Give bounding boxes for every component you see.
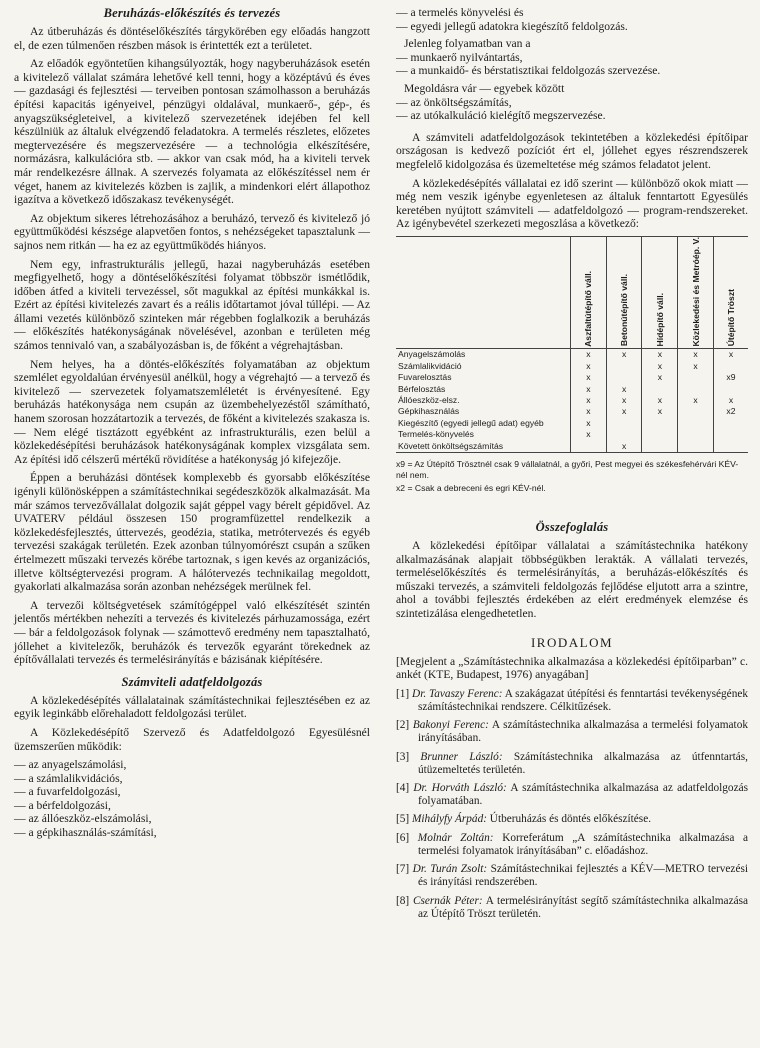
table-cell [713, 429, 748, 440]
table-cell [713, 418, 748, 429]
table-cell [606, 429, 642, 440]
reference-title: A termelésirányítást segítő számítástechnika alkalmazása az Útépítő Tröszt területén. [418, 894, 749, 920]
table-body [396, 349, 748, 453]
table-column-header-5: Útépítő Tröszt [713, 236, 748, 349]
table-cell [642, 429, 678, 440]
reference-number: [7] [396, 863, 413, 876]
processing-item-4: — a bérfeldolgozási, [14, 799, 370, 813]
table-row [396, 372, 748, 383]
table-cell: x [713, 349, 748, 361]
reference-number: [6] [396, 831, 418, 844]
table-cell: x9 [713, 372, 748, 383]
table-row-label: Termelés-könyvelés [398, 429, 474, 440]
table-row [396, 418, 748, 429]
section-heading-irodalom: IRODALOM [530, 634, 614, 650]
reference-author: Dr. Tavaszy Ferenc: [412, 687, 503, 700]
table-cell [642, 384, 678, 395]
table-cell [678, 429, 714, 440]
table-row [396, 384, 748, 395]
reference-author: Molnár Zoltán: [417, 831, 494, 844]
table-row-label: Állóeszköz-elsz. [398, 395, 460, 406]
table-cell: x [606, 395, 642, 406]
reference-number: [5] [396, 813, 412, 826]
section-heading-osszefoglalas: Összefoglalás [535, 520, 609, 535]
table-cell [713, 361, 748, 372]
table-cell: x [606, 441, 642, 453]
table-cell: x [606, 349, 642, 361]
reference-item [396, 719, 748, 745]
pending-line: Megoldásra vár — egyebek között [404, 81, 565, 95]
reference-number: [4] [396, 782, 414, 795]
table-cell: x [642, 361, 678, 372]
table-cell: x [642, 395, 678, 406]
reference-author: Brunner László: [420, 750, 503, 763]
table-cell [642, 418, 678, 429]
left-paragraph-7: A tervezői költségvetések számítógéppel való elkészítését szintén jelentős mértékben nehezíti a tervezés és kivitelezés párhuzamossága, ezért — bár a feldolgozások folynak — számottevő eredmény nem tapasztalható, jóllehet a kivitelezők, beruházók és tervezők egyaránt törekednek az építővállalati tervezés és termelésirányítás e bázisának kiépítésére. [14, 598, 370, 667]
summary-paragraph: A közlekedési építőipar vállalatai a számítástechnika hatékony alkalmazásának alapjait többségükben lerakták. A vállalati tervezés, termeléselőkészítés és termelésirányítás, a beruházás-előkészítés és műszaki tervezés, a számviteli feldolgozás fejlődése eljutott arra a szintre, ahol a további fejlesztés érdekében az elért eredmények elemzése és szintetizálása elengedhetetlen. [396, 539, 748, 621]
left-paragraphs-2 [14, 694, 370, 753]
table-row-label: Bérfelosztás [398, 383, 446, 394]
table-row [396, 441, 748, 453]
table-row-label: Anyagelszámolás [398, 349, 466, 360]
reference-author: Csernák Péter: [412, 894, 483, 907]
reference-author: Bakonyi Ferenc: [412, 719, 489, 732]
left-paragraphs-1 [14, 25, 370, 667]
right-paragraph-1: A számviteli adatfeldolgozások tekintetében a közlekedési építőipar országosan is kedvező pozíciót ért el, jóllehet egyes részrendszerek megfelelő kidolgozása és üzemeltetése még számos feladatot jelent. [396, 130, 748, 171]
pending-list [396, 96, 748, 123]
table-cell [678, 441, 714, 453]
reference-item [396, 688, 748, 714]
left-section2-paragraph-2: A Közlekedésépítő Szervező és Adatfeldolgozó Egyesülésnél üzemszerűen működik: [14, 725, 370, 753]
right-column [396, 6, 748, 926]
table-row-label: Számlalikvidáció [398, 360, 462, 371]
reference-author: Dr. Turán Zsolt: [412, 863, 488, 876]
table-row [396, 349, 748, 361]
pending-item-2: — az utókalkuláció kielégítő megszervezése. [396, 109, 748, 123]
table-cell: x [642, 349, 678, 361]
left-column [14, 6, 370, 844]
table-note-1: x9 = Az Útépítő Trösztnél csak 9 vállalatnál, a győri, Pest megyei és székesfehérvári KÉV-nél nem. [396, 459, 739, 481]
table-cell [678, 372, 714, 383]
table-header-row [396, 236, 748, 349]
reference-number: [1] [396, 687, 413, 700]
in-progress-item-2: — a munkaidő- és bérstatisztikai feldolgozás szervezése. [396, 64, 748, 78]
in-progress-line: Jelenleg folyamatban van a [404, 37, 531, 51]
reference-item [396, 863, 748, 889]
reference-title: A szakágazat útépítési és fenntartási tevékenységének számítástechnikai rendszere. Célkitűzések. [418, 687, 749, 714]
reference-title: A számítástechnika alkalmazása a termelési folyamatok irányításában. [418, 719, 748, 745]
reference-number: [2] [396, 719, 413, 732]
reference-item [396, 832, 748, 858]
reference-item [396, 782, 748, 808]
table-column-header-4: Közlekedési és Metróép. V. [678, 236, 714, 349]
table-cell: x [678, 361, 714, 372]
table-row-label: Követett önköltségszámítás [396, 441, 571, 453]
left-section2-paragraph-1: A közlekedésépítés vállalatainak számítástechnikai fejlesztésében ez az egyik leginkább előrehaladott feldolgozási terület. [14, 693, 370, 721]
table-row-label: Gépkihasználás [398, 406, 460, 417]
processing-item-5: — az állóeszköz-elszámolási, [14, 812, 370, 826]
reference-author: Mihályfy Árpád: [412, 813, 487, 826]
processing-cont-item-2: — egyedi jellegű adatokra kiegészítő feldolgozás. [396, 20, 748, 34]
table-cell [678, 406, 714, 417]
left-paragraph-2: Az előadók egyöntetűen kihangsúlyozták, hogy nagyberuházások esetén a kivitelező vállalat számára lehetővé kell tenni, hogy a középtávú és éves — gazdasági és fejlesztési — terveiben pontosan számolhasson a beruházás építési kapacitás igényeivel, pénzügyi oldalával, munkaerő-, gép-, és anyagszükségleteivel, a kivitelező szervezetének idejében fel kell készülniük az általuk elvégzendő feladatokra. A termelés részletes, előzetes megtervezésére és megszervezésére — a technológia elkészítésére, normázásra, kalkulációra stb. — akkor van csak mód, ha a kiviteli tervek már rendelkezésre állnak. A szervezés folyamata az előkészítéssel nem ér véget, hanem az kivitelezés közben is zajlik, a mindenkori elért állapothoz igazítva a következő időszakasz tevékenységét. [14, 57, 370, 207]
usage-table [396, 236, 748, 453]
table-column-header-2: Betonútépítő váll. [606, 236, 642, 349]
table-row-label: Kiegészítő (egyedi jellegű adat) egyéb [398, 417, 544, 428]
table-cell: x [606, 384, 642, 395]
table-cell: x [571, 418, 607, 429]
table-cell: x2 [713, 406, 748, 417]
processing-list [14, 758, 370, 840]
table-cell: x [713, 395, 748, 406]
table-cell: x [642, 372, 678, 383]
table-row [396, 361, 748, 372]
left-paragraph-3: Az objektum sikeres létrehozásához a beruházó, tervező és kivitelező jó együttműködési készsége alapvetően fontos, s nehézségeket tapasztalunk — sajnos nem ritkán — ha ez az együttműködés hiányos. [14, 211, 370, 252]
processing-item-3: — a fuvarfeldolgozási, [14, 785, 370, 799]
in-progress-item-1: — munkaerő nyilvántartás, [396, 51, 748, 65]
reference-number: [3] [396, 750, 421, 763]
table-cell [678, 418, 714, 429]
literature-intro: [Megjelent a „Számítástechnika alkalmazása a közlekedési építőiparban” c. ankét (KTE, Budapest, 1976) anyagában] [396, 654, 748, 682]
reference-title: Számítástechnika alkalmazása az útfenntartás, útüzemeltetés területén. [418, 750, 748, 776]
table-cell: x [571, 395, 607, 406]
table-cell [571, 441, 607, 453]
processing-list-continued [396, 6, 748, 33]
processing-item-6: — a gépkihasználás-számítási, [14, 826, 370, 840]
reference-item [396, 751, 748, 777]
table-header-blank [396, 236, 571, 349]
table-cell: x [606, 406, 642, 417]
reference-title: Korreferátum „A számítástechnika alkalmazása a termelési folyamatok irányításában” c. előadáshoz. [418, 831, 749, 857]
table-cell: x [678, 395, 714, 406]
processing-item-2: — a számlalikvidációs, [14, 772, 370, 786]
table-cell [606, 372, 642, 383]
table-cell: x [571, 372, 607, 383]
table-cell: x [571, 406, 607, 417]
table-cell: x [571, 384, 607, 395]
table-cell [713, 384, 748, 395]
right-paragraphs [396, 131, 748, 231]
left-paragraph-6: Éppen a beruházási döntések komplexebb és gyorsabb előkészítése igényli különösképpen a számítástechnikai segédeszközök alkalmazását. Ma már számos tervezővállalat dolgozik saját géppel vagy bérelt gépidővel. Az UVATERV például összesen 150 programfüzettel rendelkezik a közlekedésfejlesztés, úttervezés, geodézia, statika, metrótervezés és egyéb tervezési szakágak területén. Ezek azonban túlnyomórészt csupán a szűken értelmezett műszaki tervezés körébe tartoznak, s igen kevés az organizációs, illetve költségtervezési program. A hálótervezés technikailag megoldott, gyakorlati alkalmazása során azonban nehézségek merülnek fel. [14, 471, 370, 594]
table-cell: x [571, 429, 607, 440]
reference-title: Számítástechnikai fejlesztés a KÉV—METRO tervezési és irányítási rendszerében. [418, 863, 748, 889]
left-paragraph-1: Az útberuházás és döntéselőkészítés tárgykörében egy előadás hangzott el, de ezen túlmenően részben mások is érintették ezt a területet. [14, 25, 370, 52]
table-notes [396, 459, 748, 494]
reference-item [396, 813, 748, 826]
table-cell [678, 384, 714, 395]
table-cell [606, 361, 642, 372]
table-row [396, 395, 748, 406]
in-progress-list [396, 51, 748, 78]
left-paragraph-5: Nem helyes, ha a döntés-előkészítés folyamatában az objektum szemlélet egyoldalúan érvényesül anélkül, hogy a végrehajtó — a tervező és kivitelező — szervezetek folyamatszemléletét is érvényesítené. Egy beruházás hatékonysága nem csupán az üzembehelyezéstől számítható, hanem szorosan hozzátartozik a tervezés, de főként a kivitelezés szakasza is. — Nem elégé tisztázott egyébként az infrastrukturális, ezen belül a közlekedésépítési beruházások hatékonyságának komplex vizsgálata sem. Az építési idő célszerű mértékű rövidítése a hatékonyság jó kifejezője. [14, 357, 370, 466]
table-row [396, 406, 748, 417]
table-cell: x [571, 349, 607, 361]
processing-cont-item-1: — a termelés könyvelési és [396, 6, 748, 20]
table-cell [606, 418, 642, 429]
pending-item-1: — az önköltségszámítás, [396, 96, 748, 110]
reference-item [396, 895, 748, 921]
table-cell [713, 441, 748, 453]
table-row-label: Fuvarelosztás [398, 372, 452, 383]
right-paragraph-2: A közlekedésépítés vállalatai ez idő szerint — különböző okok miatt — még nem veszik igénybe egyenletesen az általuk fenntartott Egyesülés keretében nyújtott számviteli — adatfeldolgozó — program-rendszereket. Az igénybevétel szerkezeti megoszlása a következő: [396, 176, 748, 231]
left-paragraph-4: Nem egy, infrastrukturális jellegű, hazai nagyberuházás esetében megfigyelhető, hogy a döntéselőkészítési folyamat többször ismétlődik, időben átfed a kiviteli tervezéssel, sőt magukkal az építési munkákkal is. Ezért az építési kivitelezés zavart és a reális időtartamot jóval túllépi. — Az állami vezetés különböző szinteken már régebben foglalkozik a beruházás — előkészítés hatékonyságának növelésével, azonban e területen még számos tennivaló van, a szabályozásban is, de főként a végrehajtásban. [14, 257, 370, 353]
reference-number: [8] [396, 894, 413, 907]
table-cell: x [571, 361, 607, 372]
reference-list [396, 688, 748, 921]
table-row [396, 429, 748, 440]
table-cell: x [642, 406, 678, 417]
section-heading-szamviteli: Számviteli adatfeldolgozás [121, 674, 263, 689]
table-column-header-1: Aszfaltútépítő váll. [571, 236, 607, 349]
section-heading-beruhazas: Beruházás-előkészítés és tervezés [103, 6, 281, 20]
processing-item-1: — az anyagelszámolási, [14, 758, 370, 772]
table-cell [642, 441, 678, 453]
table-note-2: x2 = Csak a debreceni és egri KÉV-nél. [396, 483, 546, 494]
reference-title: A számítástechnika alkalmazása az adatfeldolgozás folyamatában. [418, 782, 748, 808]
table-cell: x [678, 349, 714, 361]
reference-title: Útberuházás és döntés előkészítése. [486, 813, 652, 826]
table-column-header-3: Hídépítő váll. [642, 236, 678, 349]
reference-author: Dr. Horváth László: [413, 782, 507, 795]
